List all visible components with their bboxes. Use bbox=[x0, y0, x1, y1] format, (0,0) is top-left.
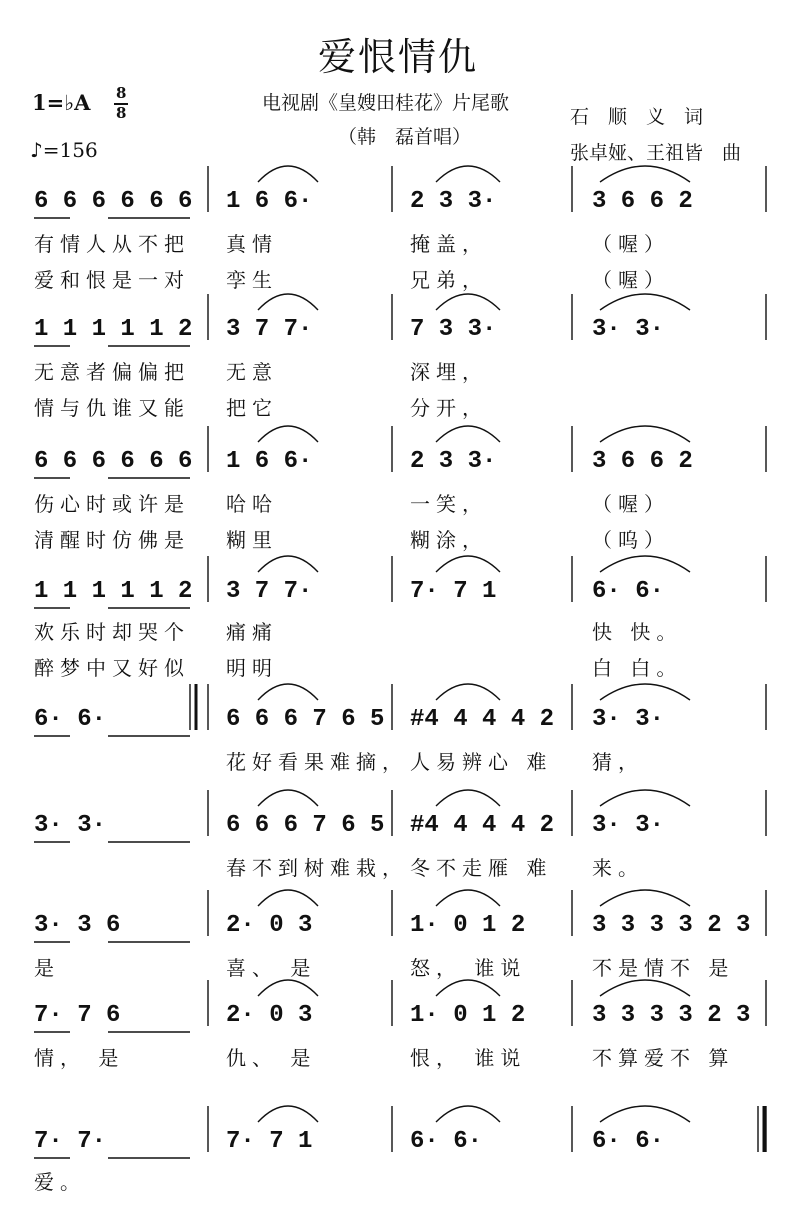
time-signature-top: 8 bbox=[116, 84, 127, 102]
tie-arc bbox=[600, 890, 690, 906]
measure-notes: 1 1 1 1 1 2 bbox=[34, 316, 193, 343]
lyric-segment: 痛痛 bbox=[226, 620, 278, 644]
measure-notes: 1 6 6· bbox=[226, 448, 313, 475]
lyric-segment: 一笑， bbox=[410, 492, 488, 516]
lyric-segment: 猜， bbox=[592, 750, 644, 774]
tie-arc bbox=[436, 556, 500, 572]
lyric-segment: （喔） bbox=[592, 492, 670, 516]
tie-arc bbox=[600, 166, 690, 182]
tie-arc bbox=[436, 1106, 500, 1122]
lyric-segment: （呜） bbox=[592, 528, 670, 552]
lyric-segment: 兄弟， bbox=[410, 268, 488, 292]
tie-arc bbox=[436, 166, 500, 182]
measure-notes: 3· 3· bbox=[592, 316, 665, 343]
lyric-segment: 情， 是 bbox=[34, 1046, 125, 1070]
lyric-segment: 怒， 谁说 bbox=[410, 956, 527, 980]
measure-notes: 3· 3 6 bbox=[34, 912, 121, 939]
lyric-segment: 哈哈 bbox=[226, 492, 278, 516]
measure-notes: 2· 0 3 bbox=[226, 912, 313, 939]
tie-arc bbox=[600, 294, 690, 310]
tie-arc bbox=[436, 294, 500, 310]
lyricist-credit: 石 顺 义 词 bbox=[570, 106, 704, 128]
measure-notes: 2 3 3· bbox=[410, 188, 497, 215]
lyric-segment: 不是情不 是 bbox=[592, 956, 735, 980]
tie-arc bbox=[600, 790, 690, 806]
lyric-segment: 分开， bbox=[410, 396, 488, 420]
lyric-segment: 情与仇谁又能 bbox=[34, 396, 190, 420]
lyric-segment: 不算爱不 算 bbox=[592, 1046, 735, 1070]
lyric-segment: 明明 bbox=[226, 656, 278, 680]
tie-arc bbox=[600, 980, 690, 996]
measure-notes: 7 3 3· bbox=[410, 316, 497, 343]
tie-arc bbox=[436, 890, 500, 906]
measure-notes: 1 6 6· bbox=[226, 188, 313, 215]
lyric-segment: 是 bbox=[34, 956, 60, 980]
measure-notes: #4 4 4 4 2 bbox=[410, 812, 555, 839]
tempo-marking: ♪=156 bbox=[30, 138, 98, 162]
lyric-segment: 爱。 bbox=[34, 1170, 86, 1194]
measure-notes: 3 6 6 2 bbox=[592, 188, 693, 215]
lyric-segment: 醉梦中又好似 bbox=[34, 656, 190, 680]
tie-arc bbox=[258, 294, 318, 310]
tie-arc bbox=[258, 166, 318, 182]
tie-arc bbox=[258, 426, 318, 442]
composer-credit: 张卓娅、王祖皆 曲 bbox=[570, 142, 742, 164]
measure-notes: 7· 7 6 bbox=[34, 1002, 121, 1029]
tie-arc bbox=[258, 890, 318, 906]
measure-notes: 3 7 7· bbox=[226, 316, 313, 343]
measure-notes: 3 3 3 3 2 3 bbox=[592, 1002, 751, 1029]
tie-arc bbox=[600, 684, 690, 700]
singer-credit: （韩 磊首唱） bbox=[338, 126, 472, 148]
measure-notes: 3· 3· bbox=[592, 812, 665, 839]
lyric-segment: 清醒时仿佛是 bbox=[34, 528, 190, 552]
measure-notes: 6· 6· bbox=[592, 1128, 665, 1155]
measure-notes: 3 3 3 3 2 3 bbox=[592, 912, 751, 939]
time-signature-bottom: 8 bbox=[116, 104, 127, 122]
lyric-segment: 欢乐时却哭个 bbox=[34, 620, 190, 644]
lyric-segment: 春不到树难栽， bbox=[226, 856, 408, 880]
lyric-segment: 来。 bbox=[592, 856, 644, 880]
key-signature: 1=♭A bbox=[32, 90, 91, 115]
tie-arc bbox=[258, 1106, 318, 1122]
measure-notes: 3· 3· bbox=[34, 812, 107, 839]
measure-notes: 2 3 3· bbox=[410, 448, 497, 475]
lyric-segment: 伤心时或许是 bbox=[34, 492, 190, 516]
tie-arc bbox=[436, 426, 500, 442]
tie-arc bbox=[436, 684, 500, 700]
measure-notes: 3 7 7· bbox=[226, 578, 313, 605]
lyric-segment: 恨， 谁说 bbox=[410, 1046, 527, 1070]
measure-notes: 1· 0 1 2 bbox=[410, 912, 526, 939]
tie-arc bbox=[600, 556, 690, 572]
lyric-segment: 把它 bbox=[226, 396, 278, 420]
tie-arc bbox=[600, 426, 690, 442]
lyric-segment: 深埋， bbox=[410, 360, 488, 384]
tie-arc bbox=[436, 790, 500, 806]
song-title: 爱恨情仇 bbox=[317, 35, 478, 79]
subtitle: 电视剧《皇嫂田桂花》片尾歌 bbox=[262, 92, 510, 114]
lyric-segment: 有情人从不把 bbox=[34, 232, 190, 256]
measure-notes: 6· 6· bbox=[410, 1128, 483, 1155]
lyric-segment: （喔） bbox=[592, 232, 670, 256]
tie-arc bbox=[258, 980, 318, 996]
lyric-segment: 爱和恨是一对 bbox=[34, 268, 190, 292]
lyric-segment: 人易辨心 难 bbox=[410, 750, 553, 774]
lyric-segment: 真情 bbox=[226, 232, 278, 256]
lyric-segment: （喔） bbox=[592, 268, 670, 292]
lyric-segment: 白 白。 bbox=[592, 656, 683, 680]
tie-arc bbox=[600, 1106, 690, 1122]
lyric-segment: 糊里 bbox=[226, 528, 278, 552]
measure-notes: 3 6 6 2 bbox=[592, 448, 693, 475]
lyric-segment: 无意者偏偏把 bbox=[34, 360, 190, 384]
tie-arc bbox=[436, 980, 500, 996]
lyric-segment: 无意 bbox=[226, 360, 278, 384]
lyric-segment: 糊涂， bbox=[410, 528, 488, 552]
measure-notes: 6 6 6 7 6 5 bbox=[226, 706, 385, 733]
measure-notes: 2· 0 3 bbox=[226, 1002, 313, 1029]
measure-notes: 6· 6· bbox=[592, 578, 665, 605]
measure-notes: 6 6 6 6 6 6 bbox=[34, 448, 193, 475]
measure-notes: #4 4 4 4 2 bbox=[410, 706, 555, 733]
measure-notes: 6 6 6 7 6 5 bbox=[226, 812, 385, 839]
lyric-segment: 冬不走雁 难 bbox=[410, 856, 553, 880]
lyric-segment: 掩盖， bbox=[410, 232, 488, 256]
measure-notes: 7· 7· bbox=[34, 1128, 107, 1155]
lyric-segment: 仇、 是 bbox=[226, 1046, 317, 1070]
tie-arc bbox=[258, 556, 318, 572]
measure-notes: 7· 7 1 bbox=[410, 578, 497, 605]
lyric-segment: 孪生 bbox=[226, 268, 278, 292]
lyric-segment: 喜、 是 bbox=[226, 956, 317, 980]
measure-notes: 1 1 1 1 1 2 bbox=[34, 578, 193, 605]
measure-notes: 6 6 6 6 6 6 bbox=[34, 188, 193, 215]
measure-notes: 7· 7 1 bbox=[226, 1128, 313, 1155]
measure-notes: 6· 6· bbox=[34, 706, 107, 733]
tie-arc bbox=[258, 684, 318, 700]
lyric-segment: 花好看果难摘， bbox=[226, 750, 408, 774]
measure-notes: 3· 3· bbox=[592, 706, 665, 733]
tie-arc bbox=[258, 790, 318, 806]
lyric-segment: 快 快。 bbox=[592, 620, 683, 644]
measure-notes: 1· 0 1 2 bbox=[410, 1002, 526, 1029]
